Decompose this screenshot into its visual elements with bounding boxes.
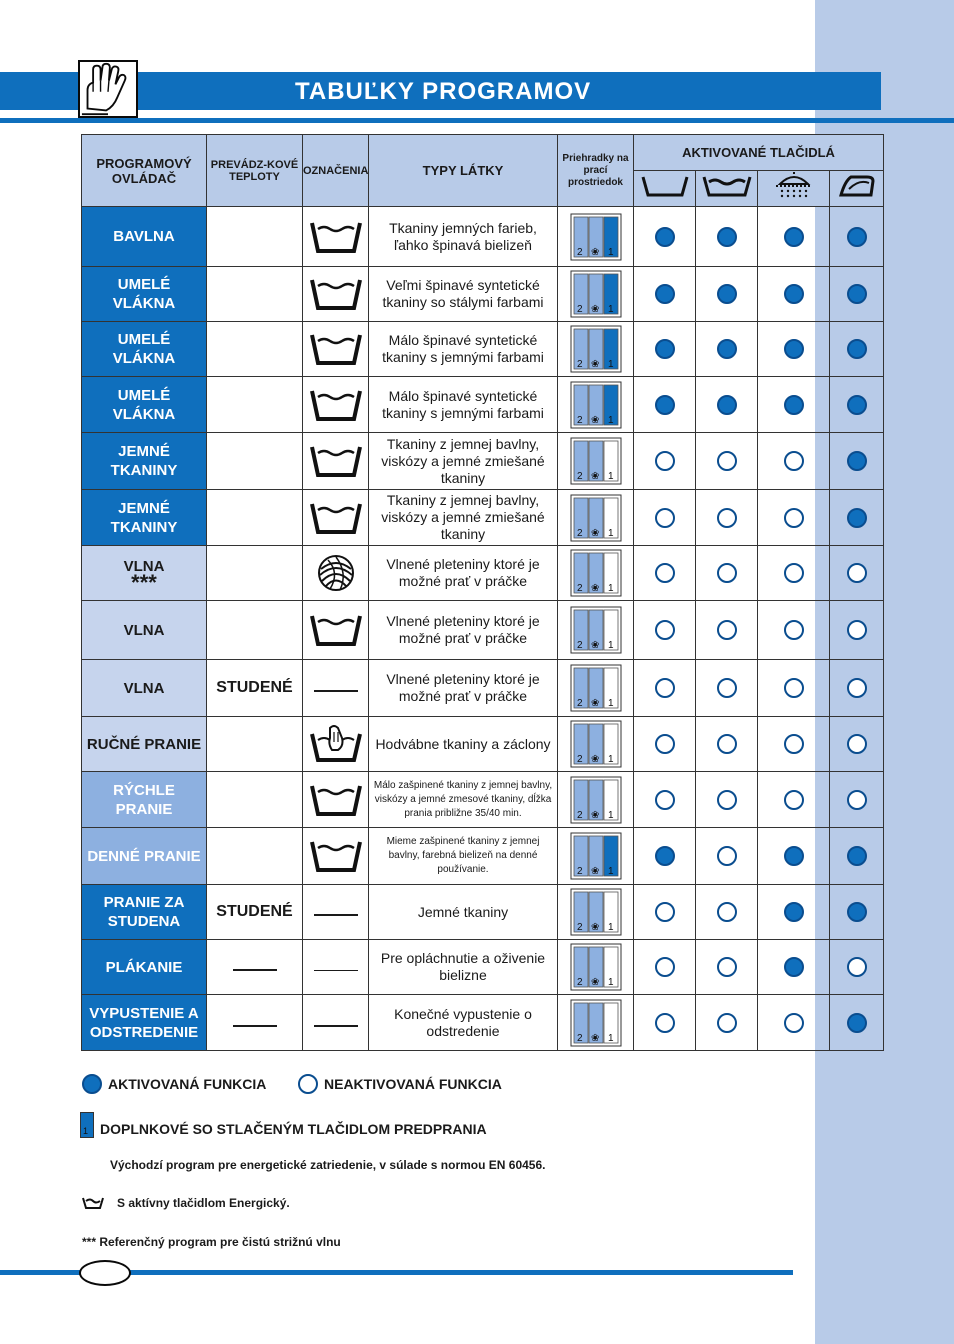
active-dot: [830, 322, 884, 377]
svg-text:2: 2: [576, 698, 583, 709]
svg-text:❀: ❀: [590, 866, 599, 877]
program-label: JEMNÉ TKANINY: [110, 499, 178, 536]
inactive-dot: [634, 490, 696, 546]
svg-text:1: 1: [607, 414, 614, 426]
header-marking: OZNAČENIA: [303, 135, 369, 207]
inactive-dot: [696, 772, 758, 828]
program-name: [82, 433, 207, 490]
svg-text:1: 1: [607, 359, 614, 370]
inactive-dot: [758, 490, 830, 546]
table-row: [82, 828, 884, 885]
active-dot: [634, 267, 696, 322]
program-label: UMELÉ VLÁKNA: [112, 386, 176, 423]
inactive-dot: [830, 546, 884, 601]
marking-dash: [303, 940, 369, 995]
svg-text:1: 1: [607, 977, 614, 988]
fabric-type: Málo špinavé syntetické tkaniny s jemnými farbami: [369, 322, 558, 377]
active-dot: [758, 322, 830, 377]
inactive-dot: [696, 885, 758, 940]
fabric-type: Hodvábne tkaniny a záclony: [369, 717, 558, 772]
legend-prewash-compartment: [80, 1112, 94, 1138]
active-dot: [830, 995, 884, 1051]
svg-text:❀: ❀: [590, 1032, 599, 1044]
fabric-type: Málo špinavé syntetické tkaniny s jemnými farbami: [369, 377, 558, 433]
inactive-dot: [634, 940, 696, 995]
temperature-dash: [233, 1025, 277, 1027]
inactive-dot: [634, 885, 696, 940]
active-dot: [830, 433, 884, 490]
inactive-dot: [696, 717, 758, 772]
svg-text:❀: ❀: [590, 471, 599, 482]
program-name: [82, 885, 207, 940]
header-compartments: Priehradky na prací prostriedok: [558, 135, 634, 207]
program-label: UMELÉ VLÁKNA: [112, 331, 176, 367]
marking-dash: [303, 660, 369, 717]
svg-text:1: 1: [607, 471, 614, 482]
svg-text:❀: ❀: [590, 246, 599, 258]
legend-inactive-dot: [298, 1074, 318, 1094]
detergent-compartment-icon: [558, 207, 634, 267]
program-label: VYPUSTENIE A ODSTREDENIE: [89, 1004, 199, 1041]
active-dot: [830, 885, 884, 940]
wash-tub-icon: [303, 433, 369, 490]
program-label: JEMNÉ TKANINY: [110, 443, 178, 479]
svg-text:2: 2: [576, 471, 583, 482]
svg-text:2: 2: [576, 304, 583, 315]
fabric-type: Vlnené pleteniny ktoré je možné prať v práčke: [369, 546, 558, 601]
svg-text:1: 1: [607, 1032, 614, 1044]
detergent-compartment-icon: [558, 660, 634, 717]
fabric-type: Vlnené pleteniny ktoré je možné prať v práčke: [369, 601, 558, 660]
header-fabric-type: TYPY LÁTKY: [369, 135, 558, 207]
svg-text:❀: ❀: [590, 922, 599, 933]
table-row: [82, 207, 884, 267]
fabric-type: Tkaniny z jemnej bavlny, viskózy a jemné zmiešané tkaniny: [369, 490, 558, 546]
program-name: [82, 601, 207, 660]
active-dot: [758, 377, 830, 433]
program-name: [82, 995, 207, 1051]
temperature-cell: [207, 377, 303, 433]
active-dot: [758, 207, 830, 267]
inactive-dot: [634, 546, 696, 601]
program-name: [82, 207, 207, 267]
inactive-dot: [634, 995, 696, 1051]
detergent-compartment-icon: [558, 490, 634, 546]
temperature-cell: [207, 546, 303, 601]
program-table: [81, 134, 884, 1051]
svg-text:❀: ❀: [590, 698, 599, 709]
detergent-compartment-icon: [558, 940, 634, 995]
active-dot: [696, 267, 758, 322]
tub-icon: [634, 171, 696, 207]
fabric-type: Pre opláchnutie a oživenie bielizne: [369, 940, 558, 995]
temperature-cell: [207, 828, 303, 885]
inactive-dot: [634, 772, 696, 828]
detergent-compartment-icon: [558, 377, 634, 433]
program-name: [82, 660, 207, 717]
inactive-dot: [830, 940, 884, 995]
inactive-dot: [696, 940, 758, 995]
table-row: [82, 267, 884, 322]
active-dot: [696, 377, 758, 433]
inactive-dot: [634, 717, 696, 772]
active-dot: [830, 828, 884, 885]
inactive-dot: [758, 717, 830, 772]
program-label: BAVLNA: [113, 228, 175, 245]
table-row: [82, 377, 884, 433]
svg-text:2: 2: [576, 246, 583, 258]
detergent-compartment-icon: [558, 995, 634, 1051]
svg-text:2: 2: [576, 977, 583, 988]
svg-text:1: 1: [607, 640, 614, 651]
detergent-compartment-icon: [558, 885, 634, 940]
program-label: VLNA: [123, 621, 165, 639]
svg-text:1: 1: [607, 922, 614, 933]
program-name: [82, 717, 207, 772]
temperature-cell: [207, 433, 303, 490]
inactive-dot: [696, 433, 758, 490]
header-temperature: PREVÁDZ-KOVÉ TEPLOTY: [207, 135, 303, 207]
program-label: RUČNÉ PRANIE: [86, 735, 202, 753]
active-dot: [758, 940, 830, 995]
svg-text:❀: ❀: [590, 809, 599, 821]
svg-text:2: 2: [576, 583, 583, 594]
page-title: TABUĽKY PROGRAMOV: [295, 78, 592, 105]
detergent-compartment-icon: [558, 546, 634, 601]
program-name: [82, 546, 207, 601]
page-number-oval: [79, 1260, 131, 1286]
table-row: [82, 322, 884, 377]
inactive-dot: [830, 772, 884, 828]
table-row: [82, 546, 884, 601]
svg-text:2: 2: [576, 640, 583, 651]
header-buttons: AKTIVOVANÉ TLAČIDLÁ: [634, 135, 884, 171]
inactive-dot: [758, 546, 830, 601]
program-label: PRANIE ZA STUDENA: [103, 894, 185, 930]
legend-energy-program: Východzí program pre energetické zatriedenie, v súlade s normou EN 60456.: [110, 1158, 546, 1172]
active-dot: [830, 377, 884, 433]
table-row: [82, 995, 884, 1051]
inactive-dot: [696, 546, 758, 601]
fabric-type: Tkaniny jemných farieb, ľahko špinavá bielizeň: [369, 207, 558, 267]
program-label: PLÁKANIE: [105, 958, 183, 976]
detergent-compartment-icon: [558, 828, 634, 885]
program-name: [82, 322, 207, 377]
wash-tub-icon: [303, 322, 369, 377]
detergent-compartment-icon: [558, 772, 634, 828]
svg-text:2: 2: [576, 866, 583, 877]
inactive-dot: [758, 995, 830, 1051]
svg-text:2: 2: [576, 527, 583, 539]
program-name: [82, 828, 207, 885]
temperature-cell: [207, 207, 303, 267]
temperature-cell: [207, 717, 303, 772]
svg-text:❀: ❀: [590, 527, 599, 539]
table-row: [82, 660, 884, 717]
svg-text:1: 1: [607, 809, 614, 821]
active-dot: [634, 828, 696, 885]
inactive-dot: [696, 490, 758, 546]
svg-text:1: 1: [607, 527, 614, 539]
svg-text:❀: ❀: [590, 359, 599, 370]
temperature-cell: [207, 322, 303, 377]
inactive-dot: [758, 601, 830, 660]
program-label: VLNA: [123, 679, 165, 697]
wash-tub-icon: [303, 601, 369, 660]
inactive-dot: [758, 433, 830, 490]
wash-tub-icon: [303, 267, 369, 322]
temperature-cell: [207, 267, 303, 322]
svg-text:1: 1: [607, 583, 614, 594]
svg-text:1: 1: [607, 866, 614, 877]
detergent-compartment-icon: [558, 601, 634, 660]
svg-text:❀: ❀: [590, 754, 599, 765]
temperature-cell: [207, 995, 303, 1051]
inactive-dot: [830, 717, 884, 772]
legend-prewash-number: 1: [83, 1126, 89, 1136]
svg-text:2: 2: [576, 359, 583, 370]
wash-tub-icon: [303, 490, 369, 546]
temperature-cell: [207, 490, 303, 546]
svg-text:1: 1: [607, 698, 614, 709]
fabric-type: Mieme zašpinené tkaniny z jemnej bavlny, farebná bielizeň na denné používanie.: [369, 828, 558, 885]
detergent-compartment-icon: [558, 267, 634, 322]
marking-dash: [303, 885, 369, 940]
inactive-dot: [830, 601, 884, 660]
active-dot: [696, 207, 758, 267]
program-name: [82, 267, 207, 322]
fabric-type: Jemné tkaniny: [369, 885, 558, 940]
svg-text:❀: ❀: [590, 640, 599, 651]
program-label: DENNÉ PRANIE: [87, 847, 201, 865]
hand-wash-icon: [303, 717, 369, 772]
fabric-type: Konečné vypustenie o odstredenie: [369, 995, 558, 1051]
shower-icon: [758, 171, 830, 207]
temperature-cell: [207, 601, 303, 660]
temperature-cell: STUDENÉ: [207, 660, 303, 717]
temperature-cell: [207, 772, 303, 828]
program-label: RÝCHLE PRANIE: [113, 781, 175, 818]
inactive-dot: [634, 660, 696, 717]
program-name: [82, 772, 207, 828]
active-dot: [830, 207, 884, 267]
marking-dash: [303, 995, 369, 1051]
detergent-compartment-icon: [558, 717, 634, 772]
legend-energy-button: S aktívny tlačidlom Energický.: [117, 1196, 290, 1210]
legend-inactive-label: NEAKTIVOVANÁ FUNKCIA: [324, 1076, 502, 1092]
legend-energy-icon: [82, 1196, 104, 1210]
program-name: [82, 377, 207, 433]
table-row: [82, 940, 884, 995]
svg-text:2: 2: [576, 1032, 583, 1044]
svg-text:❀: ❀: [590, 583, 599, 594]
svg-text:2: 2: [576, 809, 583, 821]
inactive-dot: [696, 828, 758, 885]
inactive-dot: [830, 660, 884, 717]
temperature-cell: STUDENÉ: [207, 885, 303, 940]
svg-text:❀: ❀: [590, 414, 599, 426]
legend-reference: *** Referenčný program pre čistú strižnú vlnu: [82, 1235, 341, 1249]
inactive-dot: [696, 660, 758, 717]
fabric-type: Vlnené pleteniny ktoré je možné prať v práčke: [369, 660, 558, 717]
fabric-type: Tkaniny z jemnej bavlny, viskózy a jemné zmiešané tkaniny: [369, 433, 558, 490]
active-dot: [634, 207, 696, 267]
inactive-dot: [696, 601, 758, 660]
svg-text:1: 1: [607, 754, 614, 765]
energy-tub-icon: [696, 171, 758, 207]
program-label: UMELÉ VLÁKNA: [112, 276, 176, 312]
active-dot: [830, 490, 884, 546]
detergent-compartment-icon: [558, 433, 634, 490]
active-dot: [634, 377, 696, 433]
wash-tub-icon: [303, 207, 369, 267]
reference-stars: ***: [131, 569, 157, 595]
hand-icon: [78, 60, 138, 118]
svg-text:1: 1: [607, 246, 614, 258]
svg-text:2: 2: [576, 754, 583, 765]
detergent-compartment-icon: [558, 322, 634, 377]
svg-text:2: 2: [576, 414, 583, 426]
active-dot: [758, 885, 830, 940]
active-dot: [634, 322, 696, 377]
wash-tub-icon: [303, 828, 369, 885]
svg-text:❀: ❀: [590, 304, 599, 315]
program-name: [82, 940, 207, 995]
svg-text:2: 2: [576, 922, 583, 933]
table-row: [82, 490, 884, 546]
wool-icon: [303, 546, 369, 601]
active-dot: [830, 267, 884, 322]
table-row: [82, 885, 884, 940]
fabric-type: Málo zašpinené tkaniny z jemnej bavlny, viskózy a jemné zmesové tkaniny, dĺžka prania približne 35/40 min.: [369, 772, 558, 828]
legend-active-dot: [82, 1074, 102, 1094]
table-row: [82, 433, 884, 490]
table-row: [82, 772, 884, 828]
table-row: [82, 601, 884, 660]
inactive-dot: [758, 772, 830, 828]
svg-text:1: 1: [607, 304, 614, 315]
inactive-dot: [758, 660, 830, 717]
fabric-type: Veľmi špinavé syntetické tkaniny so stálymi farbami: [369, 267, 558, 322]
title-bar-underline: [0, 118, 954, 123]
wash-tub-icon: [303, 772, 369, 828]
svg-text:❀: ❀: [590, 977, 599, 988]
iron-icon: [830, 171, 884, 207]
temperature-dash: [233, 969, 277, 971]
table-row: [82, 717, 884, 772]
inactive-dot: [696, 995, 758, 1051]
active-dot: [758, 267, 830, 322]
active-dot: [758, 828, 830, 885]
legend-active-label: AKTIVOVANÁ FUNKCIA: [108, 1076, 267, 1092]
program-label: VLNA: [123, 557, 165, 575]
active-dot: [696, 322, 758, 377]
legend-prewash-label: DOPLNKOVÉ SO STLAČENÝM TLAČIDLOM PREDPRANIA: [100, 1121, 487, 1137]
temperature-cell: [207, 940, 303, 995]
program-name: [82, 490, 207, 546]
inactive-dot: [634, 601, 696, 660]
inactive-dot: [634, 433, 696, 490]
wash-tub-icon: [303, 377, 369, 433]
header-program: PROGRAMOVÝ OVLÁDAČ: [82, 135, 207, 207]
